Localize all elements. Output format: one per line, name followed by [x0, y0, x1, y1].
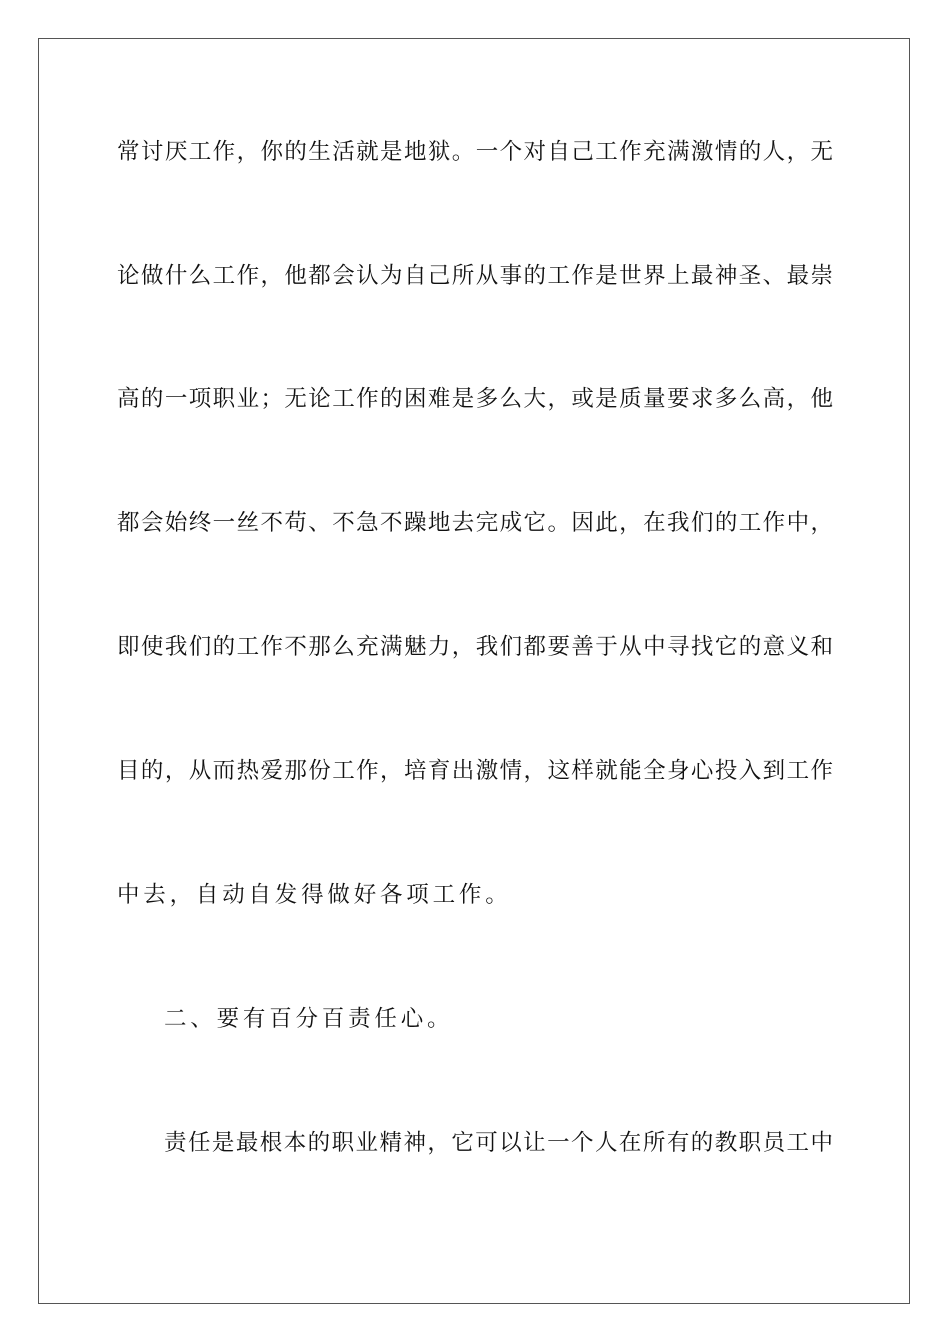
section-heading: 二、要有百分百责任心。 [164, 1006, 454, 1032]
body-text-line: 目的，从而热爱那份工作，培育出激情，这样就能全身心投入到工作 [117, 758, 833, 784]
body-text-line: 常讨厌工作，你的生活就是地狱。一个对自己工作充满激情的人，无 [117, 139, 833, 165]
page-border [38, 38, 910, 1304]
body-text-line: 高的一项职业；无论工作的困难是多么大，或是质量要求多么高，他 [117, 386, 833, 412]
body-text-line: 中去，自动自发得做好各项工作。 [117, 882, 512, 908]
body-text-line: 都会始终一丝不苟、不急不躁地去完成它。因此，在我们的工作中， [117, 510, 833, 536]
body-text-line: 即使我们的工作不那么充满魅力，我们都要善于从中寻找它的意义和 [117, 634, 833, 660]
paragraph-first-line: 责任是最根本的职业精神，它可以让一个人在所有的教职员工中 [164, 1130, 833, 1156]
body-text-line: 论做什么工作，他都会认为自己所从事的工作是世界上最神圣、最崇 [117, 263, 833, 289]
